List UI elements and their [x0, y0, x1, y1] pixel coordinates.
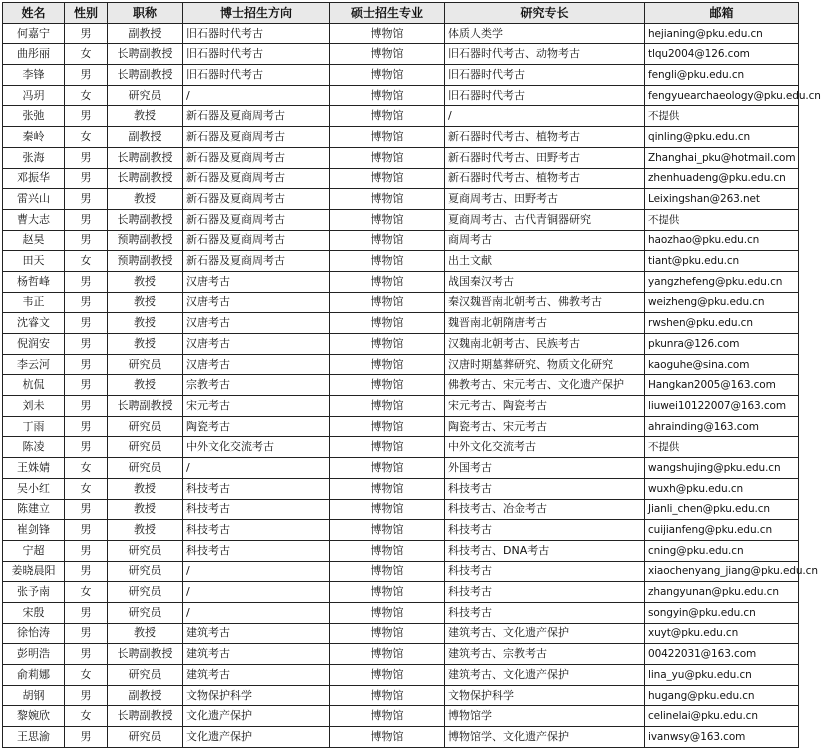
table-row — [3, 334, 799, 355]
research-expertise-cell: 新石器时代考古、植物考古 — [445, 127, 645, 148]
master-major-cell: 博物馆 — [330, 334, 445, 355]
research-expertise-cell: 陶瓷考古、宋元考古 — [445, 416, 645, 437]
research-expertise-cell: 科技考古、冶金考古 — [445, 499, 645, 520]
header-email: 邮箱 — [645, 3, 799, 24]
table-row — [3, 706, 799, 727]
table-row — [3, 520, 799, 541]
research-expertise-cell: 旧石器时代考古 — [445, 85, 645, 106]
gender-cell: 男 — [65, 499, 108, 520]
master-major-cell: 博物馆 — [330, 65, 445, 86]
name-cell: 张弛 — [3, 106, 65, 127]
title-cell: 预聘副教授 — [108, 230, 183, 251]
email-cell: hejianing@pku.edu.cn — [645, 23, 799, 44]
header-title: 职称 — [108, 3, 183, 24]
title-cell: 研究员 — [108, 727, 183, 748]
phd-direction-cell: 汉唐考古 — [183, 313, 330, 334]
phd-direction-cell: 建筑考古 — [183, 644, 330, 665]
email-cell: Zhanghai_pku@hotmail.com — [645, 147, 799, 168]
email-cell: wangshujing@pku.edu.cn — [645, 458, 799, 479]
phd-direction-cell: 建筑考古 — [183, 665, 330, 686]
email-cell: yangzhefeng@pku.edu.cn — [645, 271, 799, 292]
email-cell: 不提供 — [645, 209, 799, 230]
gender-cell: 男 — [65, 685, 108, 706]
title-cell: 教授 — [108, 499, 183, 520]
email-cell: qinling@pku.edu.cn — [645, 127, 799, 148]
master-major-cell: 博物馆 — [330, 209, 445, 230]
phd-direction-cell: 新石器及夏商周考古 — [183, 127, 330, 148]
master-major-cell: 博物馆 — [330, 106, 445, 127]
master-major-cell: 博物馆 — [330, 251, 445, 272]
phd-direction-cell: 建筑考古 — [183, 623, 330, 644]
master-major-cell: 博物馆 — [330, 230, 445, 251]
name-cell: 赵昊 — [3, 230, 65, 251]
phd-direction-cell: 新石器及夏商周考古 — [183, 168, 330, 189]
title-cell: 研究员 — [108, 602, 183, 623]
name-cell: 韦正 — [3, 292, 65, 313]
phd-direction-cell: 宋元考古 — [183, 396, 330, 417]
gender-cell: 女 — [65, 127, 108, 148]
master-major-cell: 博物馆 — [330, 520, 445, 541]
phd-direction-cell: 科技考古 — [183, 499, 330, 520]
research-expertise-cell: 建筑考古、文化遗产保护 — [445, 665, 645, 686]
master-major-cell: 博物馆 — [330, 458, 445, 479]
gender-cell: 男 — [65, 437, 108, 458]
master-major-cell: 博物馆 — [330, 582, 445, 603]
table-row — [3, 685, 799, 706]
phd-direction-cell: 宗教考古 — [183, 375, 330, 396]
email-cell: hugang@pku.edu.cn — [645, 685, 799, 706]
master-major-cell: 博物馆 — [330, 354, 445, 375]
email-cell: xiaochenyang_jiang@pku.edu.cn — [645, 561, 799, 582]
faculty-table — [2, 2, 821, 748]
research-expertise-cell: 夏商周考古、古代青铜器研究 — [445, 209, 645, 230]
gender-cell: 女 — [65, 706, 108, 727]
table-row — [3, 375, 799, 396]
table-row — [3, 23, 799, 44]
email-cell: fengyuearchaeology@pku.edu.cn — [645, 85, 799, 106]
name-cell: 姜晓晨阳 — [3, 561, 65, 582]
table-row — [3, 127, 799, 148]
title-cell: 教授 — [108, 271, 183, 292]
title-cell: 长聘副教授 — [108, 44, 183, 65]
email-cell: 不提供 — [645, 437, 799, 458]
email-cell: cning@pku.edu.cn — [645, 540, 799, 561]
research-expertise-cell: 秦汉魏晋南北朝考古、佛教考古 — [445, 292, 645, 313]
research-expertise-cell: 新石器时代考古、田野考古 — [445, 147, 645, 168]
gender-cell: 男 — [65, 209, 108, 230]
master-major-cell: 博物馆 — [330, 23, 445, 44]
gender-cell: 男 — [65, 23, 108, 44]
table-row — [3, 396, 799, 417]
table-body — [3, 23, 821, 747]
email-cell: fengli@pku.edu.cn — [645, 65, 799, 86]
email-cell: liuwei10122007@163.com — [645, 396, 799, 417]
name-cell: 曲彤丽 — [3, 44, 65, 65]
table-row — [3, 561, 799, 582]
title-cell: 研究员 — [108, 582, 183, 603]
title-cell: 副教授 — [108, 685, 183, 706]
title-cell: 研究员 — [108, 458, 183, 479]
gender-cell: 男 — [65, 230, 108, 251]
table-row — [3, 230, 799, 251]
master-major-cell: 博物馆 — [330, 147, 445, 168]
master-major-cell: 博物馆 — [330, 623, 445, 644]
name-cell: 何嘉宁 — [3, 23, 65, 44]
phd-direction-cell: 汉唐考古 — [183, 354, 330, 375]
title-cell: 副教授 — [108, 23, 183, 44]
name-cell: 张予南 — [3, 582, 65, 603]
master-major-cell: 博物馆 — [330, 44, 445, 65]
title-cell: 长聘副教授 — [108, 644, 183, 665]
research-expertise-cell: 文物保护科学 — [445, 685, 645, 706]
name-cell: 俞莉娜 — [3, 665, 65, 686]
phd-direction-cell: 文物保护科学 — [183, 685, 330, 706]
email-cell: 00422031@163.com — [645, 644, 799, 665]
master-major-cell: 博物馆 — [330, 416, 445, 437]
gender-cell: 男 — [65, 623, 108, 644]
phd-direction-cell: 旧石器时代考古 — [183, 44, 330, 65]
table-row — [3, 251, 799, 272]
gender-cell: 男 — [65, 354, 108, 375]
phd-direction-cell: 汉唐考古 — [183, 334, 330, 355]
name-cell: 刘未 — [3, 396, 65, 417]
gender-cell: 男 — [65, 727, 108, 748]
header-phd-direction: 博士招生方向 — [183, 3, 330, 24]
gender-cell: 男 — [65, 334, 108, 355]
table-row — [3, 168, 799, 189]
name-cell: 胡钢 — [3, 685, 65, 706]
table-row — [3, 209, 799, 230]
phd-direction-cell: / — [183, 582, 330, 603]
email-cell: rwshen@pku.edu.cn — [645, 313, 799, 334]
email-cell: kaoguhe@sina.com — [645, 354, 799, 375]
name-cell: 彭明浩 — [3, 644, 65, 665]
phd-direction-cell: / — [183, 602, 330, 623]
research-expertise-cell: 商周考古 — [445, 230, 645, 251]
title-cell: 长聘副教授 — [108, 65, 183, 86]
name-cell: 丁雨 — [3, 416, 65, 437]
phd-direction-cell: 新石器及夏商周考古 — [183, 189, 330, 210]
table-row — [3, 478, 799, 499]
research-expertise-cell: 夏商周考古、田野考古 — [445, 189, 645, 210]
phd-direction-cell: / — [183, 85, 330, 106]
title-cell: 研究员 — [108, 437, 183, 458]
name-cell: 陈建立 — [3, 499, 65, 520]
research-expertise-cell: 建筑考古、文化遗产保护 — [445, 623, 645, 644]
research-expertise-cell: 佛教考古、宋元考古、文化遗产保护 — [445, 375, 645, 396]
title-cell: 长聘副教授 — [108, 706, 183, 727]
gender-cell: 男 — [65, 292, 108, 313]
research-expertise-cell: 建筑考古、宗教考古 — [445, 644, 645, 665]
phd-direction-cell: 科技考古 — [183, 478, 330, 499]
gender-cell: 男 — [65, 313, 108, 334]
email-cell: weizheng@pku.edu.cn — [645, 292, 799, 313]
gender-cell: 男 — [65, 561, 108, 582]
email-cell: zhangyunan@pku.edu.cn — [645, 582, 799, 603]
name-cell: 雷兴山 — [3, 189, 65, 210]
master-major-cell: 博物馆 — [330, 396, 445, 417]
email-cell: haozhao@pku.edu.cn — [645, 230, 799, 251]
gender-cell: 男 — [65, 271, 108, 292]
research-expertise-cell: 体质人类学 — [445, 23, 645, 44]
gender-cell: 女 — [65, 478, 108, 499]
phd-direction-cell: 文化遗产保护 — [183, 706, 330, 727]
table-row — [3, 44, 799, 65]
gender-cell: 男 — [65, 147, 108, 168]
master-major-cell: 博物馆 — [330, 727, 445, 748]
table-row — [3, 437, 799, 458]
name-cell: 沈睿文 — [3, 313, 65, 334]
master-major-cell: 博物馆 — [330, 292, 445, 313]
name-cell: 崔剑锋 — [3, 520, 65, 541]
gender-cell: 男 — [65, 106, 108, 127]
research-expertise-cell: 科技考古 — [445, 582, 645, 603]
email-cell: xuyt@pku.edu.cn — [645, 623, 799, 644]
title-cell: 研究员 — [108, 540, 183, 561]
phd-direction-cell: / — [183, 458, 330, 479]
title-cell: 研究员 — [108, 665, 183, 686]
title-cell: 教授 — [108, 189, 183, 210]
email-cell: Leixingshan@263.net — [645, 189, 799, 210]
table-row — [3, 665, 799, 686]
table-row — [3, 623, 799, 644]
research-expertise-cell: 科技考古 — [445, 561, 645, 582]
research-expertise-cell: 出土文献 — [445, 251, 645, 272]
research-expertise-cell: 新石器时代考古、植物考古 — [445, 168, 645, 189]
email-cell: ivanwsy@163.com — [645, 727, 799, 748]
phd-direction-cell: 陶瓷考古 — [183, 416, 330, 437]
header-row — [3, 3, 799, 24]
name-cell: 曹大志 — [3, 209, 65, 230]
master-major-cell: 博物馆 — [330, 644, 445, 665]
name-cell: 杭侃 — [3, 375, 65, 396]
table-row — [3, 85, 799, 106]
email-cell: Hangkan2005@163.com — [645, 375, 799, 396]
table-row — [3, 458, 799, 479]
name-cell: 冯玥 — [3, 85, 65, 106]
master-major-cell: 博物馆 — [330, 375, 445, 396]
table-row — [3, 540, 799, 561]
name-cell: 李云河 — [3, 354, 65, 375]
table-row — [3, 292, 799, 313]
phd-direction-cell: 新石器及夏商周考古 — [183, 106, 330, 127]
master-major-cell: 博物馆 — [330, 706, 445, 727]
research-expertise-cell: 博物馆学 — [445, 706, 645, 727]
table-row — [3, 313, 799, 334]
phd-direction-cell: 文化遗产保护 — [183, 727, 330, 748]
title-cell: 研究员 — [108, 416, 183, 437]
phd-direction-cell: 旧石器时代考古 — [183, 65, 330, 86]
title-cell: 教授 — [108, 313, 183, 334]
name-cell: 王思渝 — [3, 727, 65, 748]
gender-cell: 男 — [65, 168, 108, 189]
title-cell: 教授 — [108, 520, 183, 541]
research-expertise-cell: 科技考古 — [445, 520, 645, 541]
email-cell: pkunra@126.com — [645, 334, 799, 355]
gender-cell: 女 — [65, 44, 108, 65]
title-cell: 教授 — [108, 623, 183, 644]
header-name: 姓名 — [3, 3, 65, 24]
gender-cell: 男 — [65, 644, 108, 665]
master-major-cell: 博物馆 — [330, 561, 445, 582]
research-expertise-cell: 旧石器时代考古、动物考古 — [445, 44, 645, 65]
name-cell: 倪润安 — [3, 334, 65, 355]
master-major-cell: 博物馆 — [330, 540, 445, 561]
email-cell: 不提供 — [645, 106, 799, 127]
phd-direction-cell: 汉唐考古 — [183, 292, 330, 313]
table-row — [3, 416, 799, 437]
table-row — [3, 644, 799, 665]
phd-direction-cell: 新石器及夏商周考古 — [183, 230, 330, 251]
name-cell: 黎婉欣 — [3, 706, 65, 727]
gender-cell: 男 — [65, 520, 108, 541]
title-cell: 预聘副教授 — [108, 251, 183, 272]
phd-direction-cell: 新石器及夏商周考古 — [183, 147, 330, 168]
email-cell: Jianli_chen@pku.edu.cn — [645, 499, 799, 520]
research-expertise-cell: 旧石器时代考古 — [445, 65, 645, 86]
name-cell: 张海 — [3, 147, 65, 168]
research-expertise-cell: 汉魏南北朝考古、民族考古 — [445, 334, 645, 355]
table-row — [3, 582, 799, 603]
master-major-cell: 博物馆 — [330, 665, 445, 686]
gender-cell: 男 — [65, 416, 108, 437]
research-expertise-cell: 科技考古 — [445, 478, 645, 499]
research-expertise-cell: 宋元考古、陶瓷考古 — [445, 396, 645, 417]
header-gender: 性别 — [65, 3, 108, 24]
master-major-cell: 博物馆 — [330, 313, 445, 334]
master-major-cell: 博物馆 — [330, 85, 445, 106]
title-cell: 教授 — [108, 478, 183, 499]
table-row — [3, 189, 799, 210]
gender-cell: 女 — [65, 251, 108, 272]
gender-cell: 男 — [65, 375, 108, 396]
phd-direction-cell: 中外文化交流考古 — [183, 437, 330, 458]
gender-cell: 男 — [65, 602, 108, 623]
gender-cell: 男 — [65, 396, 108, 417]
table-row — [3, 354, 799, 375]
email-cell: tlqu2004@126.com — [645, 44, 799, 65]
gender-cell: 女 — [65, 582, 108, 603]
gender-cell: 女 — [65, 85, 108, 106]
name-cell: 徐怡涛 — [3, 623, 65, 644]
table-row — [3, 602, 799, 623]
table-row — [3, 147, 799, 168]
name-cell: 田天 — [3, 251, 65, 272]
email-cell: wuxh@pku.edu.cn — [645, 478, 799, 499]
master-major-cell: 博物馆 — [330, 168, 445, 189]
title-cell: 教授 — [108, 106, 183, 127]
title-cell: 长聘副教授 — [108, 209, 183, 230]
name-cell: 宋殷 — [3, 602, 65, 623]
gender-cell: 女 — [65, 665, 108, 686]
name-cell: 邓振华 — [3, 168, 65, 189]
title-cell: 长聘副教授 — [108, 168, 183, 189]
research-expertise-cell: 博物馆学、文化遗产保护 — [445, 727, 645, 748]
gender-cell: 男 — [65, 189, 108, 210]
research-expertise-cell: 汉唐时期墓葬研究、物质文化研究 — [445, 354, 645, 375]
email-cell: cuijianfeng@pku.edu.cn — [645, 520, 799, 541]
email-cell: lina_yu@pku.edu.cn — [645, 665, 799, 686]
title-cell: 研究员 — [108, 354, 183, 375]
master-major-cell: 博物馆 — [330, 478, 445, 499]
title-cell: 教授 — [108, 292, 183, 313]
phd-direction-cell: 新石器及夏商周考古 — [183, 251, 330, 272]
title-cell: 副教授 — [108, 127, 183, 148]
table-row — [3, 65, 799, 86]
name-cell: 陈凌 — [3, 437, 65, 458]
research-expertise-cell: 魏晋南北朝隋唐考古 — [445, 313, 645, 334]
email-cell: songyin@pku.edu.cn — [645, 602, 799, 623]
title-cell: 研究员 — [108, 85, 183, 106]
master-major-cell: 博物馆 — [330, 437, 445, 458]
master-major-cell: 博物馆 — [330, 685, 445, 706]
name-cell: 秦岭 — [3, 127, 65, 148]
title-cell: 长聘副教授 — [108, 147, 183, 168]
master-major-cell: 博物馆 — [330, 189, 445, 210]
master-major-cell: 博物馆 — [330, 127, 445, 148]
master-major-cell: 博物馆 — [330, 271, 445, 292]
email-cell: tiant@pku.edu.cn — [645, 251, 799, 272]
research-expertise-cell: 中外文化交流考古 — [445, 437, 645, 458]
phd-direction-cell: / — [183, 561, 330, 582]
name-cell: 杨哲峰 — [3, 271, 65, 292]
name-cell: 宁超 — [3, 540, 65, 561]
email-cell: celinelai@pku.edu.cn — [645, 706, 799, 727]
table-row — [3, 271, 799, 292]
research-expertise-cell: 外国考古 — [445, 458, 645, 479]
header-master-major: 硕士招生专业 — [330, 3, 445, 24]
research-expertise-cell: / — [445, 106, 645, 127]
email-cell: zhenhuadeng@pku.edu.cn — [645, 168, 799, 189]
email-cell: ahrainding@163.com — [645, 416, 799, 437]
master-major-cell: 博物馆 — [330, 602, 445, 623]
gender-cell: 男 — [65, 540, 108, 561]
master-major-cell: 博物馆 — [330, 499, 445, 520]
research-expertise-cell: 科技考古 — [445, 602, 645, 623]
table-row — [3, 499, 799, 520]
phd-direction-cell: 科技考古 — [183, 540, 330, 561]
gender-cell: 女 — [65, 458, 108, 479]
title-cell: 教授 — [108, 375, 183, 396]
phd-direction-cell: 汉唐考古 — [183, 271, 330, 292]
phd-direction-cell: 科技考古 — [183, 520, 330, 541]
name-cell: 王姝婧 — [3, 458, 65, 479]
name-cell: 吴小红 — [3, 478, 65, 499]
research-expertise-cell: 战国秦汉考古 — [445, 271, 645, 292]
research-expertise-cell: 科技考古、DNA考古 — [445, 540, 645, 561]
title-cell: 研究员 — [108, 561, 183, 582]
title-cell: 教授 — [108, 334, 183, 355]
phd-direction-cell: 新石器及夏商周考古 — [183, 209, 330, 230]
phd-direction-cell: 旧石器时代考古 — [183, 23, 330, 44]
table-row — [3, 727, 799, 748]
title-cell: 长聘副教授 — [108, 396, 183, 417]
header-research-expertise: 研究专长 — [445, 3, 645, 24]
table-row — [3, 106, 799, 127]
gender-cell: 男 — [65, 65, 108, 86]
name-cell: 李锋 — [3, 65, 65, 86]
